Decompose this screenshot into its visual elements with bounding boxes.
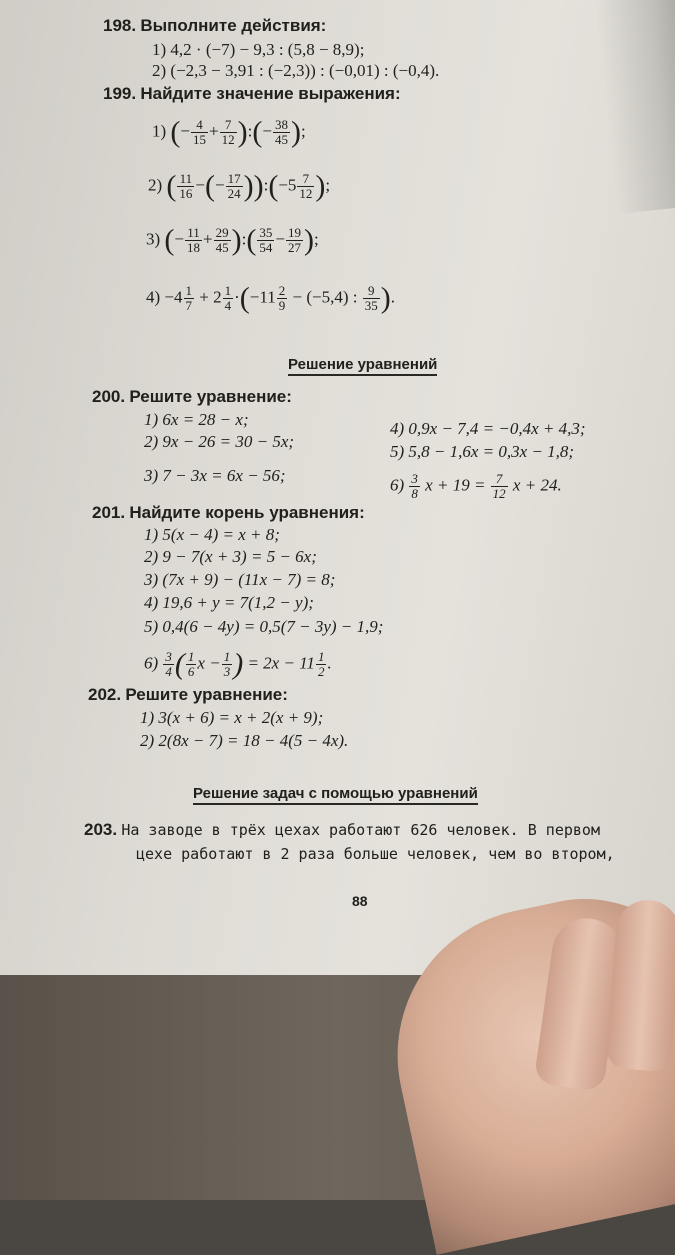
problem-200-item-6: 6) $\frac{3}{8}$ x + 19 = $\frac{7}{12}$ x + 24. [390, 471, 562, 501]
problem-203-line-2: цехе работают в 2 раза больше человек, чем во втором, [136, 845, 615, 863]
problem-201-item-6: 6) $\frac{3}{4}$ ( $\frac{1}{6}$ x − $\frac{1}{3}$ ) = 2x − 11 $\frac{1}{2}$ . [144, 647, 332, 681]
problem-201-item-1: 1) 5(x − 4) = x + 8; [144, 525, 280, 544]
problem-number: 200. [92, 387, 126, 406]
problem-199-item-3: 3) (− $\frac{11}{18}$ + $\frac{29}{45}$ ):( $\frac{35}{54}$ − $\frac{19}{27}$ ); [146, 223, 319, 257]
problem-201-header [92, 503, 365, 523]
problem-200-item-2: 2) 9x − 26 = 30 − 5x; [144, 432, 295, 451]
problem-200-item-3: 3) 7 − 3x = 6x − 56; [144, 466, 286, 485]
problem-number: 203. [84, 820, 118, 839]
problem-202-header [88, 685, 288, 705]
problem-200-item-4: 4) 0,9x − 7,4 = −0,4x + 4,3; [390, 419, 586, 438]
problem-title: Найдите значение выражения: [140, 84, 401, 103]
problem-199-item-4: 4) −4 $\frac{1}{7}$ + 2 $\frac{1}{4}$ ·(−11 $\frac{2}{9}$ − (−5,4) : $\frac{9}{35}$ ). [146, 281, 395, 315]
problem-title: Решите уравнение: [129, 387, 292, 406]
problem-199-item-2: 2) ( $\frac{11}{16}$ −(− $\frac{17}{24}$ )):(−5 $\frac{7}{12}$ ); [148, 169, 331, 203]
problem-199-item-1: 1) (− $\frac{4}{15}$ + $\frac{7}{12}$ ):(− $\frac{38}{45}$ ); [152, 115, 306, 149]
section-title-equations: Решение уравнений [288, 356, 437, 376]
problem-198-item-1: 1) 4,2 · (−7) − 9,3 : (5,8 − 8,9); [152, 40, 365, 59]
problem-201-item-2: 2) 9 − 7(x + 3) = 5 − 6x; [144, 547, 317, 566]
page-number: 88 [352, 893, 368, 909]
problem-201-item-3: 3) (7x + 9) − (11x − 7) = 8; [144, 570, 336, 589]
problem-200-item-5: 5) 5,8 − 1,6x = 0,3x − 1,8; [390, 442, 575, 461]
problem-203-line-1: 203. На заводе в трёх цехах работают 626 человек. В первом [84, 820, 600, 839]
problem-title: Найдите корень уравнения: [129, 503, 365, 522]
problem-number: 198. [103, 16, 137, 35]
problem-201-item-5: 5) 0,4(6 − 4y) = 0,5(7 − 3y) − 1,9; [144, 617, 384, 636]
problem-number: 199. [103, 84, 137, 103]
problem-number: 201. [92, 503, 126, 522]
problem-202-item-1: 1) 3(x + 6) = x + 2(x + 9); [140, 708, 324, 727]
problem-201-item-4: 4) 19,6 + y = 7(1,2 − y); [144, 593, 314, 612]
problem-198-header [103, 16, 326, 36]
problem-202-item-2: 2) 2(8x − 7) = 18 − 4(5 − 4x). [140, 731, 349, 750]
problem-198-item-2: 2) (−2,3 − 3,91 : (−2,3)) : (−0,01) : (−0,4). [152, 61, 440, 80]
problem-200-header [92, 387, 292, 407]
problem-199-header [103, 84, 401, 104]
problem-title: Выполните действия: [140, 16, 327, 35]
section-title-word-problems: Решение задач с помощью уравнений [193, 785, 478, 805]
problem-200-item-1: 1) 6x = 28 − x; [144, 410, 249, 429]
problem-title: Решите уравнение: [125, 685, 288, 704]
problem-number: 202. [88, 685, 122, 704]
